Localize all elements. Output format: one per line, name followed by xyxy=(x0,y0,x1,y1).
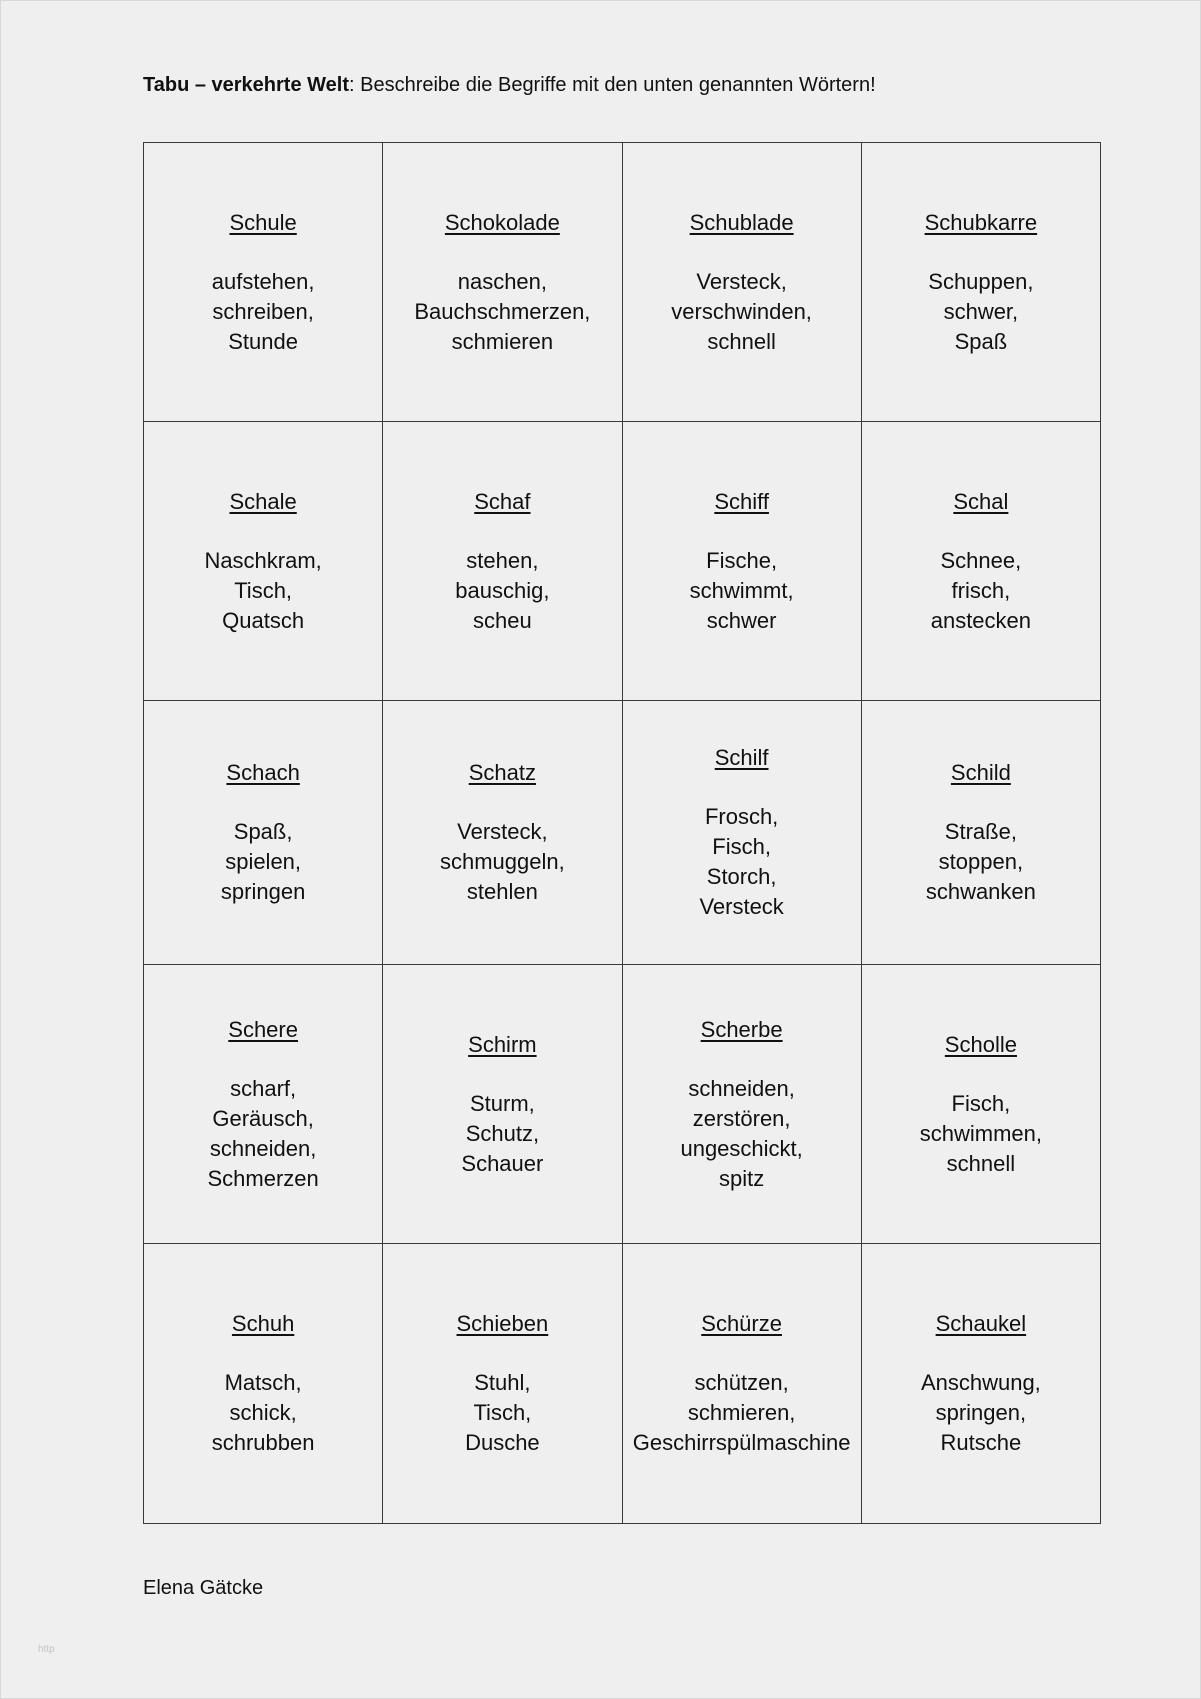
card-words xyxy=(144,267,382,357)
card-word: bauschig, xyxy=(455,577,550,603)
card-word: schreiben, xyxy=(212,298,314,324)
tabu-card xyxy=(861,701,1100,965)
card-word: schneiden, xyxy=(209,1135,317,1161)
card-words xyxy=(383,546,621,636)
title-instruction: : Beschreibe die Begriffe mit den unten genannten Wörtern! xyxy=(349,74,876,96)
tabu-card-grid xyxy=(143,142,1101,1524)
card-words xyxy=(623,546,861,636)
card-word: Versteck, xyxy=(457,819,548,844)
card-word: Tisch, xyxy=(234,577,293,603)
card-row xyxy=(144,1244,1101,1524)
tabu-card xyxy=(383,143,622,422)
card-term: Schieben xyxy=(456,1311,549,1336)
author-name: Elena Gätcke xyxy=(143,1577,264,1599)
card-word: Fische, xyxy=(706,547,778,573)
card-word: Fisch, xyxy=(712,834,771,859)
card-word: Matsch, xyxy=(224,1370,302,1395)
card-word: Schuppen, xyxy=(928,268,1034,294)
card-word: Straße, xyxy=(944,819,1017,844)
tabu-card xyxy=(383,422,622,701)
card-term: Schaukel xyxy=(935,1311,1027,1336)
card-word: schmuggeln, xyxy=(440,849,565,874)
tabu-card xyxy=(622,1244,861,1524)
card-row xyxy=(144,701,1101,965)
card-word: aufstehen, xyxy=(211,268,315,294)
card-word: Sturm, xyxy=(469,1090,535,1116)
card-term: Schürze xyxy=(701,1311,782,1336)
card-word: schnell xyxy=(946,1150,1016,1176)
card-word: scheu xyxy=(473,607,532,633)
card-term: Schale xyxy=(229,488,297,514)
card-word: schmieren, xyxy=(687,1400,796,1425)
card-term: Schatz xyxy=(468,760,536,785)
card-term: Schublade xyxy=(689,209,794,235)
card-words xyxy=(383,1089,621,1179)
tabu-card xyxy=(861,422,1100,701)
card-word: schützen, xyxy=(694,1370,789,1395)
card-words xyxy=(623,267,861,357)
card-words xyxy=(623,802,861,922)
tabu-card xyxy=(383,1244,622,1524)
tabu-card xyxy=(144,1244,383,1524)
watermark: http xyxy=(38,1644,55,1655)
card-word: Tisch, xyxy=(473,1400,532,1425)
card-words xyxy=(862,817,1100,907)
card-words xyxy=(623,1368,861,1458)
tabu-card xyxy=(622,143,861,422)
card-word: Quatsch xyxy=(222,607,305,633)
card-term: Schilf xyxy=(714,745,769,770)
title-bold: Tabu – verkehrte Welt xyxy=(143,74,349,96)
card-word: Schauer xyxy=(461,1150,544,1176)
card-word: stoppen, xyxy=(938,849,1024,874)
page-title xyxy=(143,72,876,98)
card-word: schrubben xyxy=(211,1430,315,1455)
card-row xyxy=(144,422,1101,701)
card-term: Schiff xyxy=(714,488,769,514)
card-words xyxy=(144,1074,382,1194)
card-word: ungeschickt, xyxy=(680,1135,803,1161)
tabu-card xyxy=(144,143,383,422)
card-word: scharf, xyxy=(230,1075,297,1101)
card-word: Storch, xyxy=(706,864,777,889)
tabu-card xyxy=(144,701,383,965)
tabu-card xyxy=(383,965,622,1244)
card-word: naschen, xyxy=(457,268,548,294)
tabu-card xyxy=(622,422,861,701)
card-term: Schuh xyxy=(231,1311,295,1336)
card-term: Schule xyxy=(229,209,297,235)
tabu-card xyxy=(144,422,383,701)
card-word: zerstören, xyxy=(692,1105,791,1131)
card-word: Spaß, xyxy=(233,819,293,844)
tabu-card xyxy=(144,965,383,1244)
card-words xyxy=(623,1074,861,1194)
card-word: Frosch, xyxy=(704,804,779,829)
card-word: Versteck xyxy=(699,894,784,919)
card-term: Scholle xyxy=(944,1031,1017,1057)
card-words xyxy=(862,267,1100,357)
card-words xyxy=(383,817,621,907)
tabu-card xyxy=(622,965,861,1244)
card-term: Schild xyxy=(950,760,1011,785)
card-word: schwimmen, xyxy=(919,1120,1042,1146)
tabu-card xyxy=(383,701,622,965)
card-words xyxy=(144,1368,382,1458)
card-term: Schokolade xyxy=(444,209,560,235)
card-word: Spaß xyxy=(954,328,1008,354)
card-word: schwimmt, xyxy=(689,577,794,603)
card-word: Stunde xyxy=(228,328,298,354)
card-word: frisch, xyxy=(951,577,1011,603)
card-word: springen, xyxy=(935,1400,1027,1425)
card-word: Geschirrspülmaschine xyxy=(632,1430,851,1455)
card-word: schwer xyxy=(706,607,777,633)
card-term: Schach xyxy=(226,760,300,785)
card-word: schneiden, xyxy=(688,1075,795,1101)
card-word: spitz xyxy=(719,1165,765,1191)
card-word: stehen, xyxy=(466,547,539,573)
card-row xyxy=(144,965,1101,1244)
card-word: verschwinden, xyxy=(671,298,812,324)
card-word: spielen, xyxy=(225,849,302,874)
card-words xyxy=(862,1089,1100,1179)
card-word: schnell xyxy=(707,328,776,354)
card-row xyxy=(144,143,1101,422)
card-word: Anschwung, xyxy=(920,1370,1041,1395)
card-word: Rutsche xyxy=(940,1430,1022,1455)
card-term: Scherbe xyxy=(700,1016,783,1042)
card-words xyxy=(144,546,382,636)
card-words xyxy=(862,546,1100,636)
card-word: Stuhl, xyxy=(474,1370,531,1395)
card-word: schwer, xyxy=(943,298,1019,324)
card-word: schick, xyxy=(229,1400,297,1425)
card-term: Schere xyxy=(228,1016,298,1042)
card-word: stehlen xyxy=(466,879,538,904)
card-word: springen xyxy=(220,879,306,904)
card-term: Schubkarre xyxy=(924,209,1038,235)
card-term: Schal xyxy=(953,488,1009,514)
card-word: Bauchschmerzen, xyxy=(414,298,591,324)
tabu-card xyxy=(861,143,1100,422)
card-word: Naschkram, xyxy=(204,547,322,573)
tabu-card xyxy=(861,1244,1100,1524)
card-word: Fisch, xyxy=(951,1090,1011,1116)
card-word: Dusche xyxy=(465,1430,540,1455)
card-term: Schirm xyxy=(468,1031,537,1057)
tabu-card xyxy=(622,701,861,965)
card-term: Schaf xyxy=(474,488,531,514)
card-word: Versteck, xyxy=(696,268,787,294)
tabu-card xyxy=(861,965,1100,1244)
card-word: Geräusch, xyxy=(212,1105,314,1131)
card-word: Schnee, xyxy=(940,547,1022,573)
card-word: Schutz, xyxy=(465,1120,540,1146)
card-words xyxy=(383,267,621,357)
card-words xyxy=(862,1368,1100,1458)
card-words xyxy=(144,817,382,907)
card-word: schwanken xyxy=(925,879,1036,904)
card-word: Schmerzen xyxy=(207,1165,319,1191)
card-words xyxy=(383,1368,621,1458)
card-word: anstecken xyxy=(930,607,1032,633)
card-word: schmieren xyxy=(451,328,554,354)
